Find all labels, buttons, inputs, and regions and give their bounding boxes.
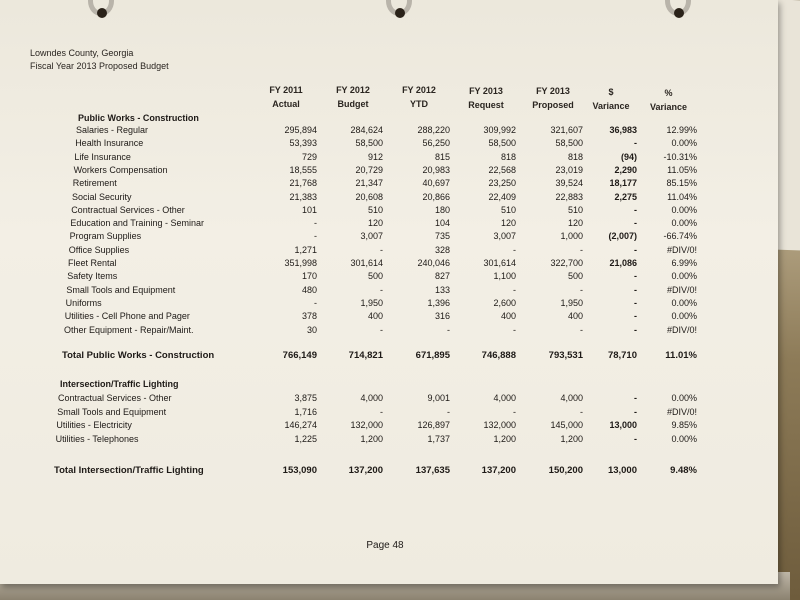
table-row bbox=[0, 407, 778, 421]
row-label: Program Supplies bbox=[69, 231, 142, 242]
cell-col-5: - bbox=[580, 324, 583, 335]
cell-col-3: 328 bbox=[434, 244, 450, 255]
col-header-dollar-variance: $ Variance bbox=[592, 87, 630, 111]
cell-col-3: 735 bbox=[434, 231, 450, 242]
cell-col-6: 13,000 bbox=[607, 465, 637, 476]
table-row bbox=[0, 152, 778, 166]
cell-col-5: 150,200 bbox=[548, 465, 583, 476]
cell-col-4: 4,000 bbox=[493, 393, 516, 403]
total-row bbox=[0, 465, 778, 479]
row-label: Utilities - Telephones bbox=[55, 433, 139, 444]
cell-col-1: 729 bbox=[301, 151, 317, 162]
table-row bbox=[0, 311, 778, 325]
cell-col-3: 40,697 bbox=[422, 178, 450, 189]
cell-col-2: 400 bbox=[367, 311, 383, 322]
county-title: Lowndes County, Georgia bbox=[30, 48, 134, 58]
cell-col-2: 4,000 bbox=[360, 393, 383, 403]
cell-col-2: 714,821 bbox=[348, 350, 383, 361]
cell-col-3: 137,635 bbox=[415, 465, 450, 476]
cell-col-1: 153,090 bbox=[282, 465, 317, 476]
cell-col-5: 400 bbox=[567, 311, 583, 322]
cell-col-5: 22,883 bbox=[555, 191, 583, 202]
punch-hole-middle bbox=[395, 8, 405, 18]
row-label: Utilities - Electricity bbox=[56, 420, 132, 431]
cell-col-4: 137,200 bbox=[481, 465, 516, 476]
table-row bbox=[0, 192, 778, 206]
cell-col-5: 1,200 bbox=[560, 433, 583, 444]
col-header-fy2013-proposed: FY 2013 Proposed bbox=[532, 86, 574, 110]
row-label: Retirement bbox=[72, 178, 117, 189]
table-row bbox=[0, 420, 778, 434]
cell-col-3: 20,866 bbox=[422, 191, 450, 202]
cell-col-6: - bbox=[634, 406, 637, 417]
cell-col-2: 20,608 bbox=[355, 191, 383, 202]
cell-col-6: 21,086 bbox=[609, 258, 637, 268]
cell-col-3: 180 bbox=[434, 204, 450, 215]
cell-col-6: - bbox=[634, 204, 637, 215]
cell-col-1: 3,875 bbox=[294, 393, 317, 403]
cell-col-4: 132,000 bbox=[483, 420, 516, 431]
cell-col-6: - bbox=[634, 218, 637, 229]
row-label: Salaries - Regular bbox=[76, 125, 149, 135]
table-row bbox=[0, 231, 778, 245]
cell-col-5: 23,019 bbox=[555, 164, 583, 175]
cell-col-3: 671,895 bbox=[415, 350, 450, 361]
cell-col-6: (2,007) bbox=[608, 231, 637, 242]
cell-col-3: - bbox=[447, 324, 450, 335]
cell-col-2: - bbox=[380, 324, 383, 335]
cell-col-1: 295,894 bbox=[284, 125, 317, 135]
row-label: Total Public Works - Construction bbox=[62, 350, 215, 361]
cell-col-7: 9.85% bbox=[671, 420, 697, 431]
cell-col-3: 56,250 bbox=[422, 138, 450, 149]
col-header-fy2012-ytd: FY 2012 YTD bbox=[402, 85, 436, 109]
cell-col-4: 818 bbox=[500, 151, 516, 162]
cell-col-4: - bbox=[513, 406, 516, 417]
cell-col-4: 309,992 bbox=[483, 125, 516, 135]
col-header-fy2011-actual: FY 2011 Actual bbox=[269, 85, 303, 109]
row-label: Small Tools and Equipment bbox=[66, 284, 176, 295]
cell-col-1: - bbox=[314, 297, 317, 308]
cell-col-4: 22,568 bbox=[488, 164, 516, 175]
cell-col-1: 1,225 bbox=[294, 433, 317, 444]
cell-col-3: 133 bbox=[434, 284, 450, 295]
cell-col-2: 1,200 bbox=[360, 433, 383, 444]
table-row bbox=[0, 178, 778, 192]
cell-col-7: 0.00% bbox=[671, 311, 697, 322]
cell-col-5: 145,000 bbox=[550, 420, 583, 431]
cell-col-6: - bbox=[634, 138, 637, 149]
row-label: Health Insurance bbox=[75, 138, 144, 149]
cell-col-6: 13,000 bbox=[609, 420, 637, 431]
row-label: Contractual Services - Other bbox=[58, 393, 172, 403]
table-row bbox=[0, 125, 778, 139]
cell-col-2: 58,500 bbox=[355, 138, 383, 149]
cell-col-4: 2,600 bbox=[493, 297, 516, 308]
cell-col-7: 0.00% bbox=[671, 271, 697, 282]
table-row bbox=[0, 325, 778, 339]
cell-col-7: 0.00% bbox=[671, 138, 697, 149]
cell-col-2: - bbox=[380, 284, 383, 295]
row-label: Utilities - Cell Phone and Pager bbox=[64, 311, 190, 322]
cell-col-5: 818 bbox=[567, 151, 583, 162]
cell-col-4: 746,888 bbox=[481, 350, 516, 361]
cell-col-1: - bbox=[314, 218, 317, 229]
cell-col-6: 2,290 bbox=[614, 164, 637, 175]
col-header-fy2013-request: FY 2013 Request bbox=[468, 86, 504, 110]
row-label: Life Insurance bbox=[74, 151, 131, 162]
section-title-public-works: Public Works - Construction bbox=[78, 113, 199, 123]
cell-col-7: 0.00% bbox=[671, 433, 697, 444]
row-label: Workers Compensation bbox=[73, 164, 168, 175]
cell-col-6: 78,710 bbox=[607, 350, 637, 361]
cell-col-2: 132,000 bbox=[350, 420, 383, 431]
cell-col-6: (94) bbox=[620, 151, 637, 162]
row-label: Small Tools and Equipment bbox=[57, 406, 167, 417]
cell-col-2: - bbox=[380, 244, 383, 255]
cell-col-5: - bbox=[580, 244, 583, 255]
cell-col-6: - bbox=[634, 271, 637, 282]
cell-col-5: 322,700 bbox=[550, 258, 583, 268]
row-label: Total Intersection/Traffic Lighting bbox=[54, 465, 204, 476]
cell-col-4: 22,409 bbox=[488, 191, 516, 202]
cell-col-4: - bbox=[513, 244, 516, 255]
cell-col-7: 85.15% bbox=[666, 178, 697, 189]
cell-col-5: 4,000 bbox=[560, 393, 583, 403]
table-row bbox=[0, 285, 778, 299]
cell-col-6: - bbox=[634, 433, 637, 444]
cell-col-5: 58,500 bbox=[555, 138, 583, 149]
table-row bbox=[0, 165, 778, 179]
cell-col-1: 1,271 bbox=[294, 244, 317, 255]
row-label: Fleet Rental bbox=[68, 258, 117, 268]
cell-col-2: - bbox=[380, 406, 383, 417]
cell-col-2: 120 bbox=[367, 218, 383, 229]
cell-col-1: 18,555 bbox=[289, 164, 317, 175]
cell-col-1: 480 bbox=[301, 284, 317, 295]
cell-col-6: 18,177 bbox=[609, 178, 637, 189]
total-row bbox=[0, 350, 778, 364]
cell-col-5: 510 bbox=[567, 204, 583, 215]
col-header-percent-variance: % Variance bbox=[649, 88, 688, 112]
cell-col-6: - bbox=[634, 311, 637, 322]
row-label: Education and Training - Seminar bbox=[70, 218, 204, 229]
cell-col-7: 0.00% bbox=[671, 218, 697, 229]
table-row bbox=[0, 298, 778, 312]
cell-col-2: 1,950 bbox=[360, 297, 383, 308]
cell-col-2: 500 bbox=[367, 271, 383, 282]
budget-subtitle: Fiscal Year 2013 Proposed Budget bbox=[30, 61, 169, 71]
table-row bbox=[0, 258, 778, 272]
cell-col-3: 316 bbox=[434, 311, 450, 322]
cell-col-3: 104 bbox=[434, 218, 450, 229]
cell-col-7: 0.00% bbox=[671, 393, 697, 403]
cell-col-1: 21,383 bbox=[289, 191, 317, 202]
cell-col-7: #DIV/0! bbox=[666, 244, 697, 255]
cell-col-3: 288,220 bbox=[417, 125, 450, 135]
punch-hole-left bbox=[97, 8, 107, 18]
cell-col-4: 23,250 bbox=[488, 178, 516, 189]
cell-col-4: - bbox=[513, 324, 516, 335]
cell-col-7: -66.74% bbox=[663, 231, 697, 242]
cell-col-5: 321,607 bbox=[550, 125, 583, 135]
cell-col-3: 240,046 bbox=[417, 258, 450, 268]
cell-col-7: #DIV/0! bbox=[666, 324, 697, 335]
cell-col-1: 146,274 bbox=[284, 420, 317, 431]
cell-col-2: 3,007 bbox=[360, 231, 383, 242]
cell-col-7: 11.01% bbox=[665, 350, 697, 361]
cell-col-5: 1,000 bbox=[560, 231, 583, 242]
cell-col-7: 0.00% bbox=[671, 204, 697, 215]
cell-col-1: 30 bbox=[306, 324, 317, 335]
cell-col-3: 9,001 bbox=[427, 393, 450, 403]
cell-col-7: 6.99% bbox=[671, 258, 697, 268]
table-row bbox=[0, 393, 778, 407]
cell-col-4: 400 bbox=[500, 311, 516, 322]
cell-col-3: 20,983 bbox=[422, 164, 450, 175]
cell-col-6: - bbox=[634, 284, 637, 295]
cell-col-3: 1,737 bbox=[427, 433, 450, 444]
cell-col-6: - bbox=[634, 324, 637, 335]
cell-col-4: - bbox=[513, 284, 516, 295]
cell-col-1: 21,768 bbox=[289, 178, 317, 189]
cell-col-5: 39,524 bbox=[555, 178, 583, 189]
col-header-fy2012-budget: FY 2012 Budget bbox=[336, 85, 370, 109]
table-row bbox=[0, 434, 778, 448]
cell-col-3: 1,396 bbox=[427, 297, 450, 308]
cell-col-2: 301,614 bbox=[350, 258, 383, 268]
cell-col-3: - bbox=[447, 406, 450, 417]
cell-col-2: 284,624 bbox=[350, 125, 383, 135]
cell-col-2: 912 bbox=[367, 151, 383, 162]
cell-col-7: #DIV/0! bbox=[666, 406, 697, 417]
table-row bbox=[0, 205, 778, 219]
cell-col-6: - bbox=[634, 393, 637, 403]
cell-col-1: 170 bbox=[301, 271, 317, 282]
cell-col-3: 815 bbox=[434, 151, 450, 162]
cell-col-3: 827 bbox=[434, 271, 450, 282]
cell-col-2: 510 bbox=[367, 204, 383, 215]
row-label: Social Security bbox=[72, 191, 132, 202]
cell-col-6: 2,275 bbox=[614, 191, 637, 202]
cell-col-6: 36,983 bbox=[609, 125, 637, 135]
cell-col-4: 120 bbox=[500, 218, 516, 229]
cell-col-5: 793,531 bbox=[548, 350, 583, 361]
cell-col-3: 126,897 bbox=[417, 420, 450, 431]
cell-col-1: - bbox=[314, 231, 317, 242]
cell-col-4: 510 bbox=[500, 204, 516, 215]
row-label: Other Equipment - Repair/Maint. bbox=[64, 324, 194, 335]
cell-col-4: 301,614 bbox=[483, 258, 516, 268]
cell-col-7: -10.31% bbox=[663, 151, 697, 162]
cell-col-5: 120 bbox=[567, 218, 583, 229]
table-row bbox=[0, 271, 778, 285]
row-label: Office Supplies bbox=[68, 244, 130, 255]
cell-col-5: 500 bbox=[567, 271, 583, 282]
cell-col-7: 12.99% bbox=[666, 125, 697, 135]
cell-col-1: 53,393 bbox=[289, 138, 317, 149]
page-number: Page 48 bbox=[366, 540, 404, 551]
cell-col-7: 11.04% bbox=[667, 191, 697, 202]
cell-col-6: - bbox=[634, 244, 637, 255]
cell-col-2: 21,347 bbox=[355, 178, 383, 189]
cell-col-2: 137,200 bbox=[348, 465, 383, 476]
cell-col-7: 9.48% bbox=[670, 465, 697, 476]
punch-hole-right bbox=[674, 8, 684, 18]
cell-col-4: 1,100 bbox=[493, 271, 516, 282]
cell-col-5: - bbox=[580, 406, 583, 417]
table-row bbox=[0, 138, 778, 152]
cell-col-1: 1,716 bbox=[294, 406, 317, 417]
cell-col-4: 58,500 bbox=[488, 138, 516, 149]
cell-col-4: 1,200 bbox=[493, 433, 516, 444]
cell-col-6: - bbox=[634, 297, 637, 308]
table-row bbox=[0, 218, 778, 232]
cell-col-1: 101 bbox=[301, 204, 317, 215]
cell-col-2: 20,729 bbox=[355, 164, 383, 175]
table-row bbox=[0, 245, 778, 259]
cell-col-5: - bbox=[580, 284, 583, 295]
cell-col-7: 11.05% bbox=[667, 164, 697, 175]
cell-col-1: 351,998 bbox=[284, 258, 317, 268]
cell-col-7: #DIV/0! bbox=[666, 284, 697, 295]
row-label: Uniforms bbox=[65, 297, 102, 308]
section-title-traffic-lighting: Intersection/Traffic Lighting bbox=[60, 379, 179, 389]
row-label: Safety Items bbox=[67, 271, 118, 282]
row-label: Contractual Services - Other bbox=[71, 204, 185, 215]
cell-col-1: 766,149 bbox=[282, 350, 317, 361]
cell-col-7: 0.00% bbox=[671, 297, 697, 308]
cell-col-5: 1,950 bbox=[560, 297, 583, 308]
cell-col-1: 378 bbox=[301, 311, 317, 322]
cell-col-4: 3,007 bbox=[493, 231, 516, 242]
